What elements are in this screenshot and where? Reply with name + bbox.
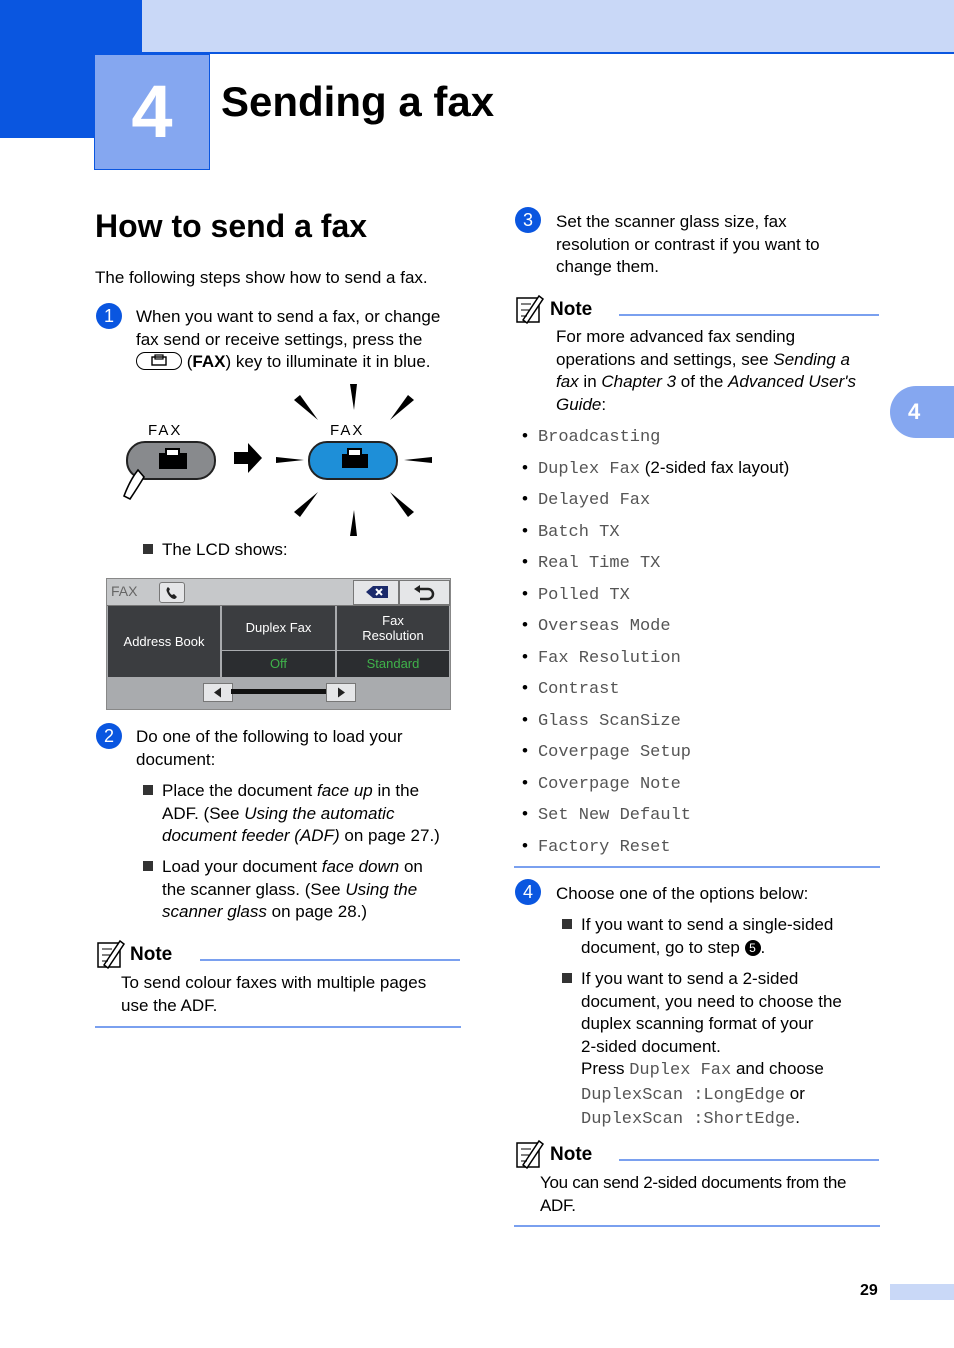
setting-name: Duplex Fax: [537, 459, 640, 479]
list-item: [522, 708, 882, 740]
text: operations and settings, see: [556, 349, 774, 369]
link-text[interactable]: document feeder (ADF): [162, 826, 340, 845]
text-line: Set the scanner glass size, fax: [556, 212, 787, 231]
note-title: Note: [550, 1144, 593, 1165]
step-5-ref-badge[interactable]: 5: [745, 940, 761, 956]
list-item: [522, 739, 882, 771]
step-2-bullet-1: [143, 780, 473, 848]
bullet-line: 2-sided document.: [581, 1036, 721, 1056]
note-rule-top: [200, 959, 460, 961]
fax-resolution-button[interactable]: [337, 606, 449, 650]
lcd-screen: [106, 578, 451, 710]
step-1-line-end: ) key to illuminate it in blue.: [225, 352, 431, 371]
step-3-badge: 3: [515, 207, 541, 233]
setting-name: Delayed Fax: [537, 491, 651, 510]
text: :: [601, 394, 607, 414]
list-item: [522, 456, 882, 488]
note-line-text: To send colour faxes with multiple pages: [121, 973, 427, 992]
setting-name: Polled TX: [537, 585, 630, 605]
duplex-fax-button[interactable]: Duplex Fax: [222, 606, 335, 650]
note-rule-bottom: [514, 1225, 880, 1227]
step-4-text: Choose one of the options below:: [556, 884, 809, 903]
fax-resolution-label-2: Resolution: [362, 628, 424, 643]
text: on page 28.): [266, 902, 368, 921]
text-line: ADF.: [540, 1195, 576, 1215]
note-rule-bottom: [95, 1026, 461, 1028]
text: document, go to step: [581, 937, 745, 957]
bullet-line: [143, 780, 473, 803]
fax-key-svg: [110, 380, 450, 540]
step-2-line: document:: [136, 749, 216, 769]
text: and choose: [731, 1059, 824, 1078]
advanced-settings-list: [522, 424, 882, 865]
fax-key-label-left: FAX: [148, 422, 183, 439]
note-1-text: [121, 972, 466, 1017]
note-icon: [96, 937, 128, 974]
text: .: [795, 1108, 800, 1127]
note-icon: [515, 292, 547, 329]
note-title: Note: [550, 299, 593, 320]
text: ADF. (See: [162, 803, 245, 823]
bullet-line: [562, 1107, 882, 1132]
bullet-square: [143, 861, 153, 871]
note-rule-top: [619, 1159, 879, 1161]
list-item: [522, 519, 882, 551]
finger-icon: [124, 470, 144, 499]
bullet-line: document, you need to choose the: [581, 991, 842, 1011]
text: Chapter 3: [601, 372, 677, 391]
bullet-line: [562, 937, 882, 960]
bullet-line: [143, 825, 473, 848]
bullet-square: [562, 919, 572, 929]
bullet-square: [562, 973, 572, 983]
text-line: resolution or contrast if you want to: [556, 234, 820, 254]
text: face down: [321, 857, 400, 876]
bullet-line: [143, 803, 473, 826]
setting-name: Fax Resolution: [537, 648, 681, 668]
backspace-button[interactable]: [353, 580, 399, 605]
text: in: [578, 372, 602, 391]
back-arrow-icon: [400, 581, 449, 604]
setting-name: Set New Default: [537, 806, 691, 825]
code-text: Duplex Fax: [629, 1061, 732, 1080]
step-2-line: Do one of the following to load your: [136, 727, 403, 746]
list-item: [522, 487, 882, 519]
note-line-text: use the ADF.: [121, 995, 218, 1015]
section-title: How to send a fax: [95, 208, 368, 244]
list-item: [522, 582, 882, 614]
list-item: [522, 550, 882, 582]
list-item: [522, 613, 882, 645]
text: or: [785, 1083, 805, 1103]
left-arrow-icon: [204, 684, 232, 701]
step-1-line: When you want to send a fax, or change: [136, 307, 441, 326]
link-text[interactable]: Using the automatic: [244, 803, 395, 823]
note-2-text: [556, 326, 886, 416]
setting-name: Factory Reset: [537, 837, 671, 857]
page-number-bar: [890, 1284, 954, 1300]
step-2-bullet-2: [143, 856, 473, 924]
lcd-shows-label: The LCD shows:: [162, 540, 288, 559]
text: in the: [372, 781, 420, 800]
setting-name: Real Time TX: [537, 554, 661, 573]
bullet-line: [562, 968, 882, 991]
text: Press: [581, 1059, 630, 1078]
setting-name: Coverpage Setup: [537, 743, 691, 762]
code-text: DuplexScan :LongEdge: [581, 1085, 786, 1105]
duplex-fax-value: Off: [222, 651, 335, 677]
step-4-bullet-1: [562, 914, 882, 959]
setting-desc: (2-sided fax layout): [639, 457, 790, 477]
text: on: [399, 857, 423, 876]
back-button[interactable]: [399, 580, 450, 605]
text-line: [556, 349, 886, 372]
text: Place the document: [162, 781, 317, 800]
text: on page 27.): [339, 826, 440, 845]
bullet-line: [143, 879, 473, 902]
paren: (: [186, 352, 193, 371]
link-text[interactable]: Sending a: [773, 349, 850, 369]
intro-text: The following steps show how to send a fax.: [95, 268, 428, 287]
text: If you want to send a 2-sided: [581, 969, 799, 988]
step-4-bullet-2: [562, 968, 882, 1132]
text-line: You can send 2-sided documents from the: [540, 1173, 847, 1192]
text-line: [556, 371, 886, 394]
setting-name: Broadcasting: [537, 428, 661, 447]
backspace-icon: [354, 581, 398, 604]
bullet-square: [143, 785, 153, 795]
page-number: 29: [860, 1282, 878, 1299]
list-item: [522, 771, 882, 803]
fax-key-illustration: [110, 380, 450, 540]
bullet-line: [562, 1058, 882, 1083]
fax-key-name: FAX: [192, 352, 226, 371]
list-item: [522, 645, 882, 677]
bullet-line: [562, 914, 882, 937]
list-item: [522, 834, 882, 866]
list-item: [522, 676, 882, 708]
step-1-badge: 1: [96, 303, 122, 329]
arrow-right-icon: [234, 443, 262, 473]
step-2-text: [136, 726, 476, 771]
text: of the: [676, 372, 729, 391]
note-icon: [515, 1137, 547, 1174]
bullet-line: duplex scanning format of your: [581, 1014, 814, 1033]
scroll-track[interactable]: [231, 689, 326, 694]
link-text[interactable]: scanner glass: [162, 902, 267, 921]
code-text: DuplexScan :ShortEdge: [581, 1110, 796, 1129]
link-text[interactable]: Using the: [345, 879, 418, 899]
right-arrow-icon: [327, 684, 355, 701]
step-1-text: [136, 306, 476, 374]
side-chapter-tab: 4: [890, 386, 954, 438]
text: the scanner glass. (See: [162, 879, 346, 899]
text: Load your document: [162, 857, 322, 876]
step-2-badge: 2: [96, 723, 122, 749]
header-band-light: [142, 0, 954, 54]
lcd-shows-text: [143, 539, 288, 562]
note-rule-top: [619, 314, 879, 316]
note-rule-bottom: [514, 866, 880, 868]
text-line: [556, 394, 886, 417]
fax-key-inline-icon: [136, 352, 182, 370]
bullet-line: [143, 856, 473, 879]
link-text[interactable]: fax: [556, 372, 579, 391]
setting-name: Contrast: [537, 680, 620, 699]
note-title: Note: [130, 944, 173, 965]
lcd-top-bar: [107, 579, 450, 606]
text: If you want to send a single-sided: [581, 915, 834, 934]
text: Guide: [556, 394, 602, 414]
scroll-right-button[interactable]: [326, 683, 356, 702]
fax-resolution-label-1: Fax: [382, 613, 404, 628]
setting-name: Overseas Mode: [537, 617, 671, 636]
step-4-badge: 4: [515, 879, 541, 905]
text: face up: [316, 781, 373, 800]
note-3-text: [540, 1172, 885, 1217]
phone-icon: [160, 583, 184, 602]
list-item: [522, 424, 882, 456]
scroll-left-button[interactable]: [203, 683, 233, 702]
text-line: For more advanced fax sending: [556, 327, 796, 346]
text-line: change them.: [556, 257, 660, 276]
list-item: [522, 802, 882, 834]
setting-name: Batch TX: [537, 522, 620, 542]
setting-name: Glass ScanSize: [537, 711, 681, 731]
text: .: [760, 937, 766, 957]
chapter-number: 4: [94, 54, 210, 170]
lcd-mode-label: FAX: [111, 583, 138, 599]
address-book-button[interactable]: Address Book: [108, 606, 220, 677]
step-1-line: fax send or receive settings, press the: [136, 329, 423, 349]
bullet-line: [143, 901, 473, 924]
fax-resolution-value: Standard: [337, 651, 449, 677]
step-3-text: [556, 211, 886, 279]
phone-button[interactable]: [159, 582, 185, 603]
bullet-line: [562, 1083, 882, 1108]
chapter-title: Sending a fax: [221, 78, 495, 125]
step-1-line: [136, 351, 476, 374]
setting-name: Coverpage Note: [537, 774, 681, 794]
text: Advanced User's: [728, 372, 857, 391]
fax-key-label-right: FAX: [330, 422, 365, 439]
bullet-square: [143, 544, 153, 554]
